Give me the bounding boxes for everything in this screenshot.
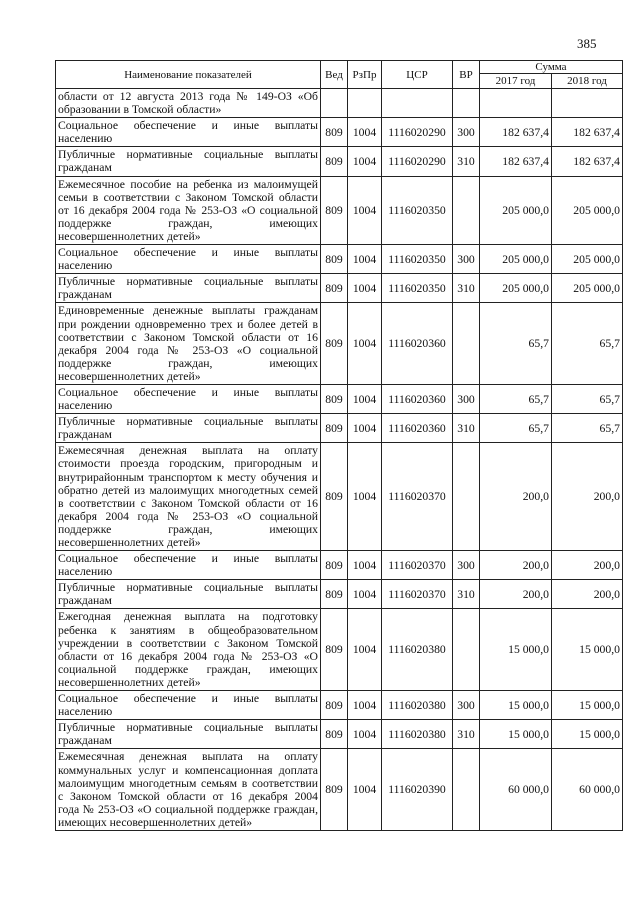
csr-code: 1116020350 <box>382 176 453 244</box>
rzpr-code: 1004 <box>348 720 382 749</box>
name-line: Публичные нормативные социальные выплаты <box>58 275 318 289</box>
sum-2018: 205 000,0 <box>552 176 623 244</box>
rzpr-code: 1004 <box>348 303 382 385</box>
indicator-name <box>56 118 321 147</box>
name-line: внутрирайонным транспортом к месту обучения и <box>58 470 318 484</box>
name-line: гражданам <box>58 161 112 175</box>
indicator-name <box>56 303 321 385</box>
name-line: гражданам <box>58 734 112 748</box>
table-row <box>56 580 623 609</box>
name-line: поддержке граждан, имеющих <box>58 522 318 536</box>
indicator-name <box>56 147 321 176</box>
vr-code <box>453 749 480 831</box>
sum-2018: 200,0 <box>552 443 623 551</box>
table-row <box>56 245 623 274</box>
ved-code: 809 <box>321 443 348 551</box>
table-row <box>56 414 623 443</box>
sum-2018: 15 000,0 <box>552 720 623 749</box>
vr-code: 310 <box>453 720 480 749</box>
name-line: Социальное обеспечение и иные выплаты <box>58 246 318 260</box>
ved-code: 809 <box>321 176 348 244</box>
name-line: населению <box>58 399 113 413</box>
sum-2017: 205 000,0 <box>480 245 552 274</box>
header-year-2017: 2017 год <box>480 74 552 89</box>
indicator-name <box>56 176 321 244</box>
name-line: Публичные нормативные социальные выплаты <box>58 148 318 162</box>
sum-2017: 200,0 <box>480 443 552 551</box>
ved-code: 809 <box>321 118 348 147</box>
vr-code: 310 <box>453 580 480 609</box>
name-line: обратно детей из малоимущих многодетных семей <box>58 483 318 497</box>
name-line: Социальное обеспечение и иные выплаты <box>58 119 318 133</box>
sum-2017: 65,7 <box>480 384 552 413</box>
name-line: гражданам <box>58 288 112 302</box>
sum-2018 <box>552 89 623 118</box>
page-number: 385 <box>577 36 597 51</box>
header-vr: ВР <box>453 61 480 89</box>
name-line: Публичные нормативные социальные выплаты <box>58 581 318 595</box>
name-line: от 16 декабря 2004 года № 253-ОЗ «О социальной <box>58 203 318 217</box>
csr-code: 1116020380 <box>382 691 453 720</box>
ved-code: 809 <box>321 609 348 691</box>
rzpr-code: 1004 <box>348 580 382 609</box>
name-line: несовершеннолетних детей» <box>58 536 201 549</box>
csr-code: 1116020360 <box>382 414 453 443</box>
name-line: Социальное обеспечение и иные выплаты <box>58 552 318 566</box>
table-row <box>56 118 623 147</box>
indicator-name <box>56 443 321 551</box>
ved-code: 809 <box>321 384 348 413</box>
name-line: населению <box>58 259 113 273</box>
ved-code: 809 <box>321 274 348 303</box>
sum-2018: 60 000,0 <box>552 749 623 831</box>
name-line: года № 253-ОЗ «О социальной поддержке граждан, <box>58 802 318 816</box>
name-line: малоимущим многодетным семьям в соответствии <box>58 776 318 790</box>
vr-code <box>453 303 480 385</box>
name-line: семьи в соответствии с Законом Томской области <box>58 190 318 204</box>
rzpr-code: 1004 <box>348 384 382 413</box>
indicator-name <box>56 414 321 443</box>
name-line: образовании в Томской области» <box>58 103 222 117</box>
sum-2018: 15 000,0 <box>552 691 623 720</box>
header-csr: ЦСР <box>382 61 453 89</box>
table-row <box>56 749 623 831</box>
sum-2018: 15 000,0 <box>552 609 623 691</box>
header-year-2018: 2018 год <box>552 74 623 89</box>
table-row <box>56 274 623 303</box>
sum-2017: 182 637,4 <box>480 118 552 147</box>
table-row <box>56 551 623 580</box>
name-line: Ежегодная денежная выплата на подготовку <box>58 610 318 624</box>
sum-2017: 65,7 <box>480 303 552 385</box>
vr-code <box>453 609 480 691</box>
sum-2017: 205 000,0 <box>480 274 552 303</box>
sum-2017: 15 000,0 <box>480 720 552 749</box>
name-line: несовершеннолетних детей» <box>58 229 201 243</box>
csr-code: 1116020290 <box>382 118 453 147</box>
name-line: соответствии с Законом Томской области от 16 <box>58 330 318 344</box>
name-line: декабря 2004 года № 253-ОЗ «О социальной <box>58 509 318 523</box>
table-row <box>56 720 623 749</box>
ved-code: 809 <box>321 147 348 176</box>
csr-code: 1116020360 <box>382 303 453 385</box>
sum-2018: 200,0 <box>552 580 623 609</box>
sum-2017 <box>480 89 552 118</box>
name-line: стоимости проезда городским, пригородным и <box>58 457 318 471</box>
name-line: при рождении одновременно трех и более детей в <box>58 317 318 331</box>
csr-code: 1116020370 <box>382 580 453 609</box>
table-row <box>56 443 623 551</box>
sum-2017: 65,7 <box>480 414 552 443</box>
table-row <box>56 303 623 385</box>
rzpr-code: 1004 <box>348 443 382 551</box>
indicator-name <box>56 691 321 720</box>
rzpr-code: 1004 <box>348 551 382 580</box>
sum-2017: 182 637,4 <box>480 147 552 176</box>
sum-2018: 65,7 <box>552 414 623 443</box>
ved-code: 809 <box>321 691 348 720</box>
csr-code: 1116020370 <box>382 443 453 551</box>
name-line: социальной поддержке граждан, имеющих <box>58 662 318 676</box>
name-line: в соответствии с Законом Томской области от 16 <box>58 496 318 510</box>
name-line: поддержке граждан, имеющих <box>58 216 318 230</box>
name-line: декабря 2004 года № 253-ОЗ «О социальной <box>58 343 318 357</box>
vr-code: 300 <box>453 245 480 274</box>
header-rzpr: РзПр <box>348 61 382 89</box>
sum-2018: 182 637,4 <box>552 118 623 147</box>
header-row <box>56 61 623 74</box>
table-row <box>56 89 623 118</box>
name-line: Социальное обеспечение и иные выплаты <box>58 692 318 706</box>
csr-code: 1116020350 <box>382 274 453 303</box>
rzpr-code: 1004 <box>348 176 382 244</box>
name-line: ребенка к занятиям в общеобразовательном <box>58 623 318 637</box>
budget-table <box>55 60 623 831</box>
name-line: имеющих несовершеннолетних детей» <box>58 815 253 829</box>
vr-code: 300 <box>453 551 480 580</box>
name-line: несовершеннолетних детей» <box>58 675 201 689</box>
rzpr-code: 1004 <box>348 609 382 691</box>
sum-2018: 65,7 <box>552 384 623 413</box>
sum-2018: 65,7 <box>552 303 623 385</box>
sum-2018: 205 000,0 <box>552 274 623 303</box>
header-sum: Сумма <box>480 61 623 74</box>
name-line: области от 12 августа 2013 года № 149-ОЗ «Об <box>58 90 318 103</box>
csr-code: 1116020360 <box>382 384 453 413</box>
vr-code <box>453 443 480 551</box>
csr-code: 1116020370 <box>382 551 453 580</box>
indicator-name <box>56 89 321 118</box>
ved-code: 809 <box>321 414 348 443</box>
sum-2017: 200,0 <box>480 580 552 609</box>
rzpr-code: 1004 <box>348 414 382 443</box>
name-line: Ежемесячная денежная выплата на оплату <box>58 750 318 764</box>
rzpr-code: 1004 <box>348 245 382 274</box>
indicator-name <box>56 551 321 580</box>
ved-code: 809 <box>321 303 348 385</box>
name-line: гражданам <box>58 594 112 608</box>
name-line: Публичные нормативные социальные выплаты <box>58 721 318 735</box>
sum-2017: 60 000,0 <box>480 749 552 831</box>
table-row <box>56 384 623 413</box>
name-line: коммунальных услуг и компенсационная доплата <box>58 763 318 777</box>
vr-code: 300 <box>453 691 480 720</box>
indicator-name <box>56 245 321 274</box>
name-line: Социальное обеспечение и иные выплаты <box>58 385 318 399</box>
name-line: области от 16 декабря 2004 года № 253-ОЗ «О <box>58 649 318 663</box>
vr-code: 300 <box>453 118 480 147</box>
rzpr-code: 1004 <box>348 118 382 147</box>
csr-code <box>382 89 453 118</box>
name-line: Публичные нормативные социальные выплаты <box>58 415 318 429</box>
header-name: Наименование показателей <box>56 61 321 89</box>
csr-code: 1116020390 <box>382 749 453 831</box>
sum-2017: 15 000,0 <box>480 609 552 691</box>
name-line: с Законом Томской области от 16 декабря 2004 <box>58 789 318 803</box>
vr-code: 300 <box>453 384 480 413</box>
name-line: населению <box>58 565 113 579</box>
ved-code: 809 <box>321 749 348 831</box>
sum-2017: 205 000,0 <box>480 176 552 244</box>
name-line: Ежемесячная денежная выплата на оплату <box>58 444 318 458</box>
ved-code <box>321 89 348 118</box>
vr-code: 310 <box>453 414 480 443</box>
table-row <box>56 147 623 176</box>
sum-2018: 200,0 <box>552 551 623 580</box>
name-line: населению <box>58 705 113 719</box>
sum-2017: 200,0 <box>480 551 552 580</box>
rzpr-code: 1004 <box>348 749 382 831</box>
sum-2017: 15 000,0 <box>480 691 552 720</box>
indicator-name <box>56 720 321 749</box>
vr-code <box>453 176 480 244</box>
rzpr-code: 1004 <box>348 147 382 176</box>
name-line: учреждении в соответствии с Законом Томской <box>58 636 318 650</box>
ved-code: 809 <box>321 580 348 609</box>
name-line: несовершеннолетних детей» <box>58 369 201 383</box>
vr-code: 310 <box>453 274 480 303</box>
name-line: гражданам <box>58 428 112 442</box>
ved-code: 809 <box>321 720 348 749</box>
indicator-name <box>56 274 321 303</box>
csr-code: 1116020290 <box>382 147 453 176</box>
table-row <box>56 609 623 691</box>
header-ved: Вед <box>321 61 348 89</box>
csr-code: 1116020350 <box>382 245 453 274</box>
table-row <box>56 176 623 244</box>
ved-code: 809 <box>321 245 348 274</box>
vr-code: 310 <box>453 147 480 176</box>
csr-code: 1116020380 <box>382 609 453 691</box>
sum-2018: 205 000,0 <box>552 245 623 274</box>
rzpr-code <box>348 89 382 118</box>
rzpr-code: 1004 <box>348 691 382 720</box>
name-line: Единовременные денежные выплаты гражданам <box>58 304 318 318</box>
ved-code: 809 <box>321 551 348 580</box>
indicator-name <box>56 384 321 413</box>
name-line: поддержке граждан, имеющих <box>58 356 318 370</box>
vr-code <box>453 89 480 118</box>
sum-2018: 182 637,4 <box>552 147 623 176</box>
name-line: населению <box>58 132 113 146</box>
name-line: Ежемесячное пособие на ребенка из малоимущей <box>58 177 318 191</box>
csr-code: 1116020380 <box>382 720 453 749</box>
rzpr-code: 1004 <box>348 274 382 303</box>
indicator-name <box>56 609 321 691</box>
indicator-name <box>56 749 321 831</box>
table-row <box>56 691 623 720</box>
indicator-name <box>56 580 321 609</box>
